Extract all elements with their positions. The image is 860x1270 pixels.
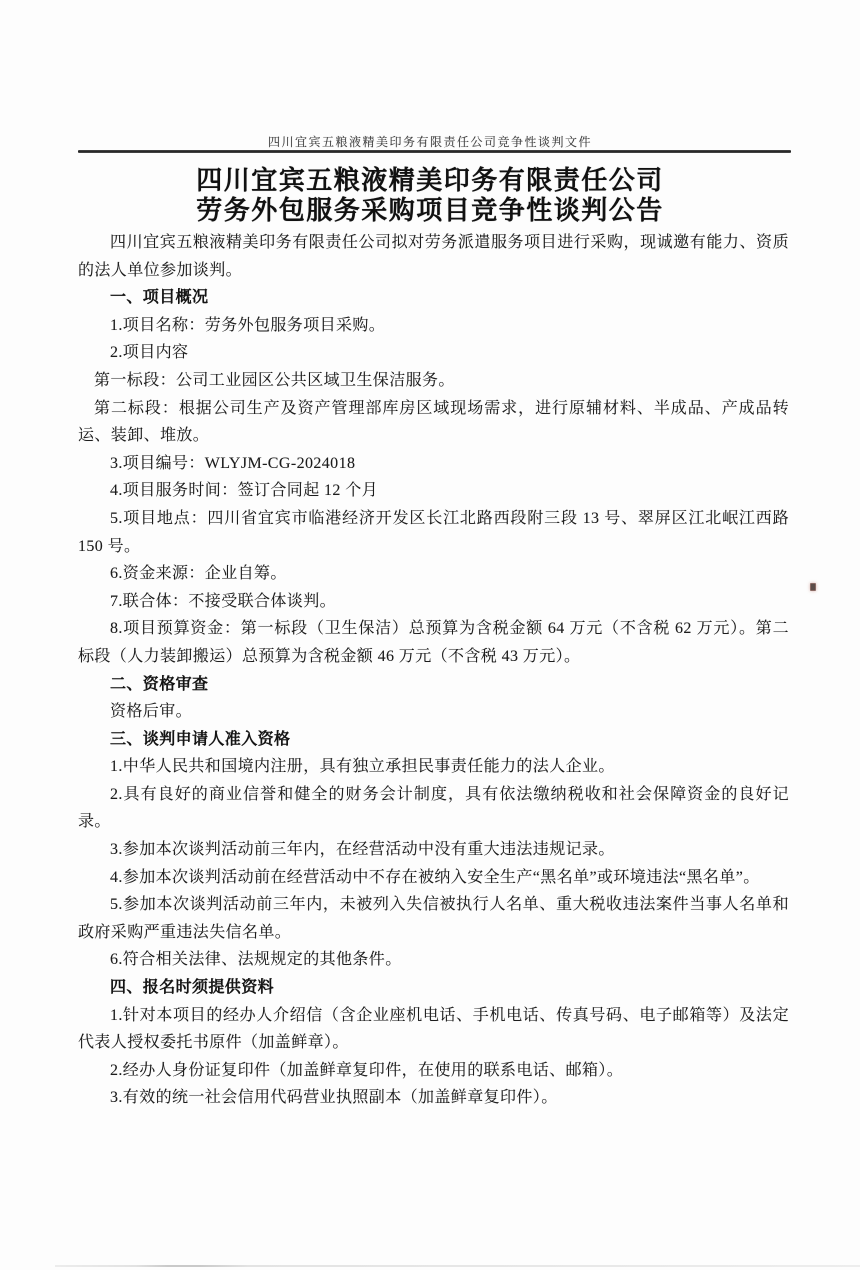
paragraph: 四川宜宾五粮液精美印务有限责任公司拟对劳务派遣服务项目进行采购，现诚邀有能力、资质的法人单位参加谈判。 [78,234,789,279]
section-heading: 一、项目概况 [110,289,209,307]
paragraph: 1.项目名称：劳务外包服务项目采购。 [110,316,386,334]
paragraph: 5.项目地点：四川省宜宾市临港经济开发区长江北路西段附三段 13 号、翠屏区江北岷江西路 150 号。 [78,509,789,555]
paragraph: 3.项目编号：WLYJM-CG-2024018 [110,454,356,472]
paragraph: 3.参加本次谈判活动前三年内，在经营活动中没有重大违法违规记录。 [110,841,615,859]
paragraph: 7.联合体：不接受联合体谈判。 [110,592,337,610]
document-body [78,229,789,1112]
section-heading: 三、谈判申请人准入资格 [110,730,291,748]
section-heading: 四、报名时须提供资料 [110,979,275,997]
paragraph: 3.有效的统一社会信用代码营业执照副本（加盖鲜章复印件）。 [110,1089,558,1107]
paragraph: 5.参加本次谈判活动前三年内，未被列入失信被执行人名单、重大税收违法案件当事人名单和政府采购严重违法失信名单。 [78,896,789,941]
section-heading: 二、资格审查 [110,675,209,693]
paragraph: 第二标段：根据公司生产及资产管理部库房区域现场需求，进行原辅材料、半成品、产成品转运、装卸、堆放。 [78,399,789,445]
paragraph: 2.具有良好的商业信誉和健全的财务会计制度，具有依法缴纳税收和社会保障资金的良好记录。 [78,785,789,831]
paragraph: 资格后审。 [110,703,193,721]
paragraph: 4.参加本次谈判活动前在经营活动中不存在被纳入安全生产“黑名单”或环境违法“黑名单”。 [110,868,760,886]
paragraph: 第一标段：公司工业园区公共区域卫生保洁服务。 [94,371,455,389]
paragraph: 6.资金来源：企业自筹。 [110,565,287,583]
scan-speck-artifact [810,583,816,591]
paragraph: 1.针对本项目的经办人介绍信（含企业座机电话、手机电话、传真号码、电子邮箱等）及法定代表人授权委托书原件（加盖鲜章）。 [78,1006,789,1052]
paragraph: 2.项目内容 [110,344,189,362]
paragraph: 6.符合相关法律、法规规定的其他条件。 [110,951,402,969]
running-head: 四川宜宾五粮液精美印务有限责任公司竞争性谈判文件 [267,135,592,149]
header-rule [78,150,791,153]
document-title-line2: 劳务外包服务采购项目竞争性谈判公告 [196,196,664,225]
paragraph: 4.项目服务时间：签订合同起 12 个月 [110,482,379,500]
scan-edge-artifact [55,1265,860,1267]
paragraph: 2.经办人身份证复印件（加盖鲜章复印件，在使用的联系电话、邮箱）。 [110,1061,624,1079]
paragraph: 8.项目预算资金：第一标段（卫生保洁）总预算为含税金额 64 万元（不含税 62 万元）。第二标段（人力装卸搬运）总预算为含税金额 46 万元（不含税 43 万元）。 [78,620,789,665]
paragraph: 1.中华人民共和国境内注册，具有独立承担民事责任能力的法人企业。 [110,758,615,776]
document-title-line1: 四川宜宾五粮液精美印务有限责任公司 [196,166,664,195]
document-title [0,166,860,226]
